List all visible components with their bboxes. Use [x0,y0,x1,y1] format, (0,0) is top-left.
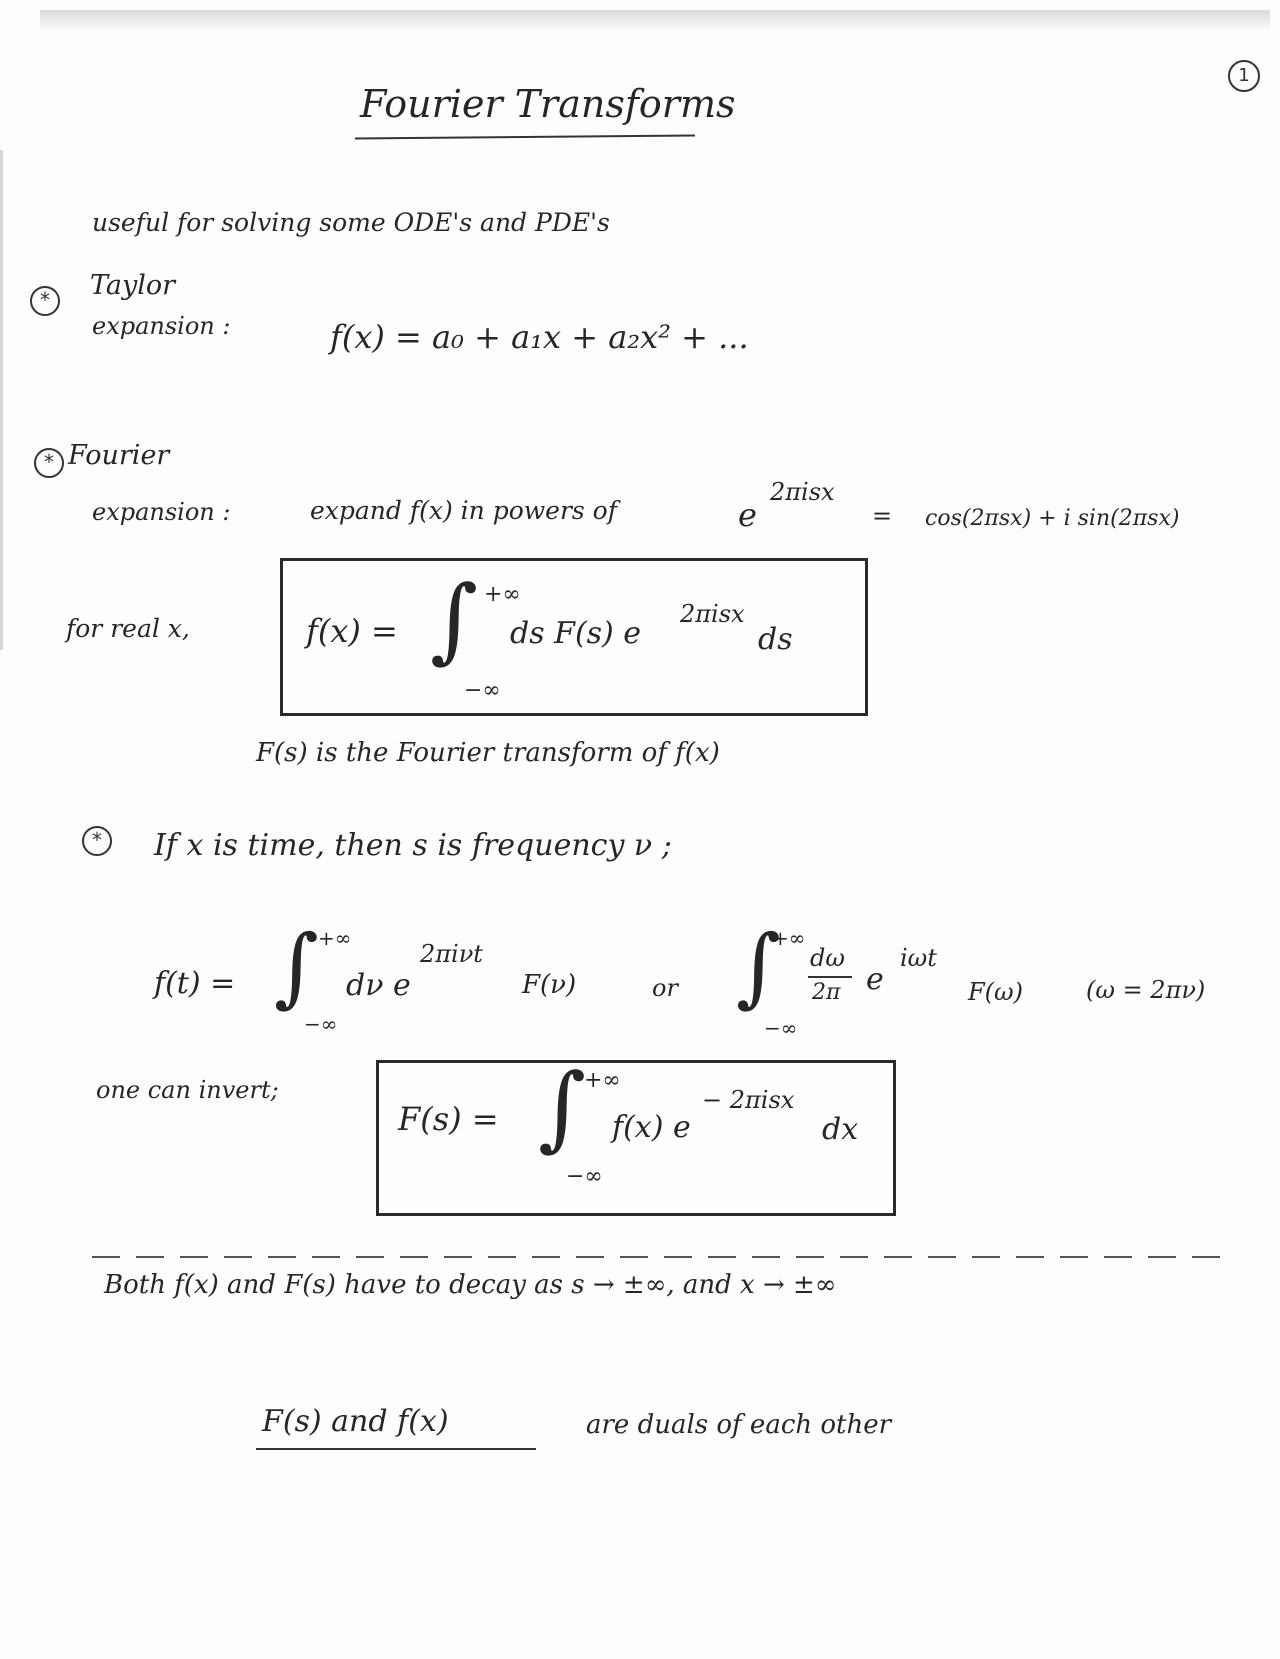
frac-denominator: 2π [812,980,841,1005]
forward-ds: ds [758,622,793,657]
section-divider [92,1256,1222,1258]
inv-integrand: f(x) e [612,1110,691,1145]
time-integrand: dν e [346,968,411,1003]
upper-limit: +∞ [484,582,521,607]
forward-integrand: ds F(s) e [510,616,642,651]
inv-exponent: − 2πisx [702,1086,795,1114]
time-exponent: 2πiνt [420,940,483,968]
asterisk-bullet-icon: * [82,826,112,856]
euler-formula: cos(2πsx) + i sin(2πsx) [925,506,1180,531]
fourier-expansion-text: expand f(x) in powers of [310,496,617,525]
lower-limit: −∞ [464,678,501,703]
fraction-bar [808,976,852,978]
upper-limit-w: +∞ [772,926,806,950]
omega-e: e [866,962,884,997]
asterisk-bullet-icon: * [30,286,60,316]
or-text: or [652,974,678,1002]
invert-label: one can invert; [96,1076,279,1104]
inv-dx: dx [822,1112,859,1147]
forward-exponent: 2πisx [680,600,745,628]
page-title: Fourier Transforms [360,82,736,126]
taylor-formula: f(x) = a₀ + a₁x + a₂x² + ... [330,318,749,356]
inv-upper: +∞ [584,1068,621,1093]
time-tail: F(ν) [522,970,577,1000]
fx-lhs: f(x) = [306,612,398,650]
page-number: 1 [1228,60,1260,92]
transform-note: F(s) is the Fourier transform of f(x) [256,738,720,768]
real-x-label: for real x, [66,614,190,643]
duals-underline [256,1448,536,1450]
omega-exponent: iωt [900,944,937,972]
integral-sign-icon: ∫ [274,917,319,1017]
expansion-label-2: expansion : [92,498,231,526]
omega-relation: (ω = 2πν) [1086,976,1206,1004]
taylor-label: Taylor [90,270,176,301]
frac-numerator: dω [810,944,845,972]
asterisk-bullet-icon: * [34,448,64,478]
omega-tail: F(ω) [968,978,1023,1006]
integral-sign-icon: ∫ [736,917,781,1017]
time-frequency-text: If x is time, then s is frequency ν ; [154,828,672,863]
integral-sign-icon: ∫ [538,1054,586,1161]
ft-lhs: f(t) = [154,966,236,1001]
duals-underlined: F(s) and f(x) [262,1404,449,1439]
duals-rest: are duals of each other [586,1410,892,1440]
inv-lower: −∞ [566,1164,603,1189]
upper-limit-t: +∞ [318,926,352,950]
scan-edge [40,10,1270,28]
integral-sign-icon: ∫ [430,566,478,673]
expansion-label: expansion : [92,312,231,340]
lower-limit-w: −∞ [764,1016,798,1040]
scan-edge-left [0,150,3,650]
lower-limit-t: −∞ [304,1012,338,1036]
intro-text: useful for solving some ODE's and PDE's [92,208,610,237]
Fs-lhs: F(s) = [398,1100,499,1138]
fourier-label: Fourier [68,440,170,471]
decay-text: Both f(x) and F(s) have to decay as s → ±∞, and x → ±∞ [104,1270,837,1300]
exp-exponent: 2πisx [770,478,835,506]
exp-base: e [738,496,757,534]
equals-sign: = [872,502,893,530]
title-underline [355,135,695,140]
